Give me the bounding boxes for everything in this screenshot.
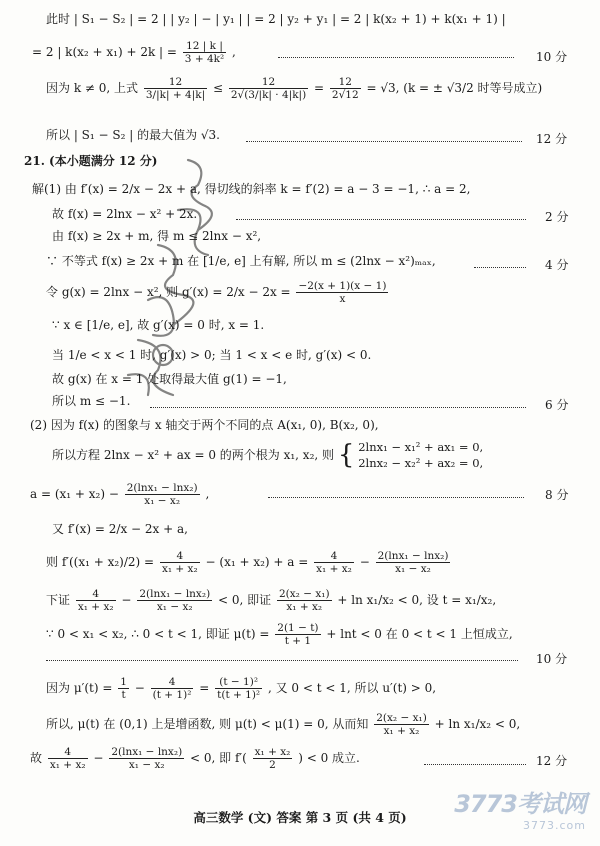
line-18: 又 f′(x) = 2/x − 2x + a, xyxy=(52,522,188,536)
fraction xyxy=(144,76,207,101)
fraction-numerator: 4 xyxy=(151,676,194,689)
fraction-denominator: 3/|k| + 4|k| xyxy=(145,89,206,102)
score-12b: 12 分 xyxy=(536,754,568,768)
score-10: 10 分 xyxy=(536,50,568,64)
fraction-denominator: x₁ + x₂ xyxy=(383,725,420,738)
fraction-numerator: 2(lnx₁ − lnx₂) xyxy=(139,588,211,600)
fraction xyxy=(151,676,194,701)
fraction xyxy=(137,588,212,613)
line-19 xyxy=(46,550,452,575)
score-4: 4 分 xyxy=(545,258,569,272)
equation-row-2: 2lnx₂ − x₂² + ax₂ = 0, xyxy=(358,455,484,470)
minus-sign: − xyxy=(359,555,370,570)
fraction xyxy=(253,746,293,771)
fraction-denominator: 2√(3/|k| · 4|k|) xyxy=(230,89,307,102)
leader-dots xyxy=(474,267,526,268)
score-10b: 10 分 xyxy=(536,652,568,666)
line-23 xyxy=(46,712,520,737)
line-4: 所以 | S₁ − S₂ | 的最大值为 √3. xyxy=(46,128,221,142)
fraction xyxy=(118,676,129,701)
line-9: ∵ 不等式 f(x) ≥ 2x + m 在 [1/e, e] 上有解, 所以 m ≤ (2lnx − x²)ₘₐₓ, xyxy=(46,254,436,268)
leader-dots xyxy=(46,660,518,661)
site-logo xyxy=(454,784,586,832)
fraction-numerator: 2(lnx₁ − lnx₂) xyxy=(377,550,449,562)
fraction-numerator: 4 xyxy=(76,588,116,601)
eq-sign: = xyxy=(199,681,210,696)
line-17-tail: , xyxy=(205,487,210,502)
fraction-numerator: −2(x + 1)(x − 1) xyxy=(298,280,387,292)
fraction-denominator: t + 1 xyxy=(284,635,312,648)
fraction-denominator: t xyxy=(121,689,126,702)
site-logo-text: 3773考试网 xyxy=(454,790,586,818)
fraction-denominator: x₁ + x₂ xyxy=(77,601,114,614)
fraction xyxy=(374,712,429,737)
eq-sign: = xyxy=(314,81,325,96)
line-16-text: 所以方程 2lnx − x² + ax = 0 的两个根为 x₁, x₂, 则 xyxy=(52,448,335,463)
fraction xyxy=(160,550,200,575)
fraction-numerator: 4 xyxy=(314,550,354,563)
line-21-tail: + lnt < 0 在 0 < t < 1 上恒成立, xyxy=(326,627,513,642)
line-24-mid: < 0, 即 f′( xyxy=(190,751,247,766)
leader-dots xyxy=(268,497,524,498)
equation-system xyxy=(358,440,483,471)
fraction-denominator: (t + 1)² xyxy=(152,689,192,702)
score-8: 8 分 xyxy=(545,488,569,502)
minus-sign: − xyxy=(121,593,132,608)
handwritten-watermark-icon xyxy=(118,150,238,410)
fraction-numerator: 12 | k | xyxy=(183,40,226,53)
leader-dots xyxy=(236,219,526,220)
line-8: 由 f(x) ≥ 2x + m, 得 m ≤ 2lnx − x², xyxy=(52,229,262,243)
fraction-denominator: x₁ + x₂ xyxy=(316,563,352,576)
leader-dots xyxy=(246,141,522,142)
line-20-text: 下证 xyxy=(46,593,71,608)
line-6: 解(1) 由 f′(x) = 2/x − 2x + a, 得切线的斜率 k = f′(2) = a − 3 = −1, ∴ a = 2, xyxy=(32,182,471,196)
line-20-tail: + ln x₁/x₂ < 0, 设 t = x₁/x₂, xyxy=(337,593,497,608)
line-19-mid: − (x₁ + x₂) + a = xyxy=(205,555,309,570)
fraction xyxy=(109,746,184,771)
line-7: 故 f(x) = 2lnx − x² + 2x. xyxy=(52,207,198,221)
fraction xyxy=(229,76,308,101)
line-22-tail: , 又 0 < t < 1, 所以 u′(t) > 0, xyxy=(267,681,437,696)
fraction xyxy=(215,676,262,701)
fraction xyxy=(314,550,354,575)
line-23-tail: + ln x₁/x₂ < 0, xyxy=(434,717,521,732)
fraction xyxy=(183,40,226,65)
fraction xyxy=(330,76,361,101)
line-3 xyxy=(46,76,542,101)
fraction xyxy=(277,588,332,613)
line-24 xyxy=(30,746,360,771)
question-heading: 21. (本小题满分 12 分) xyxy=(24,154,158,168)
fraction-numerator: 12 xyxy=(229,76,308,89)
fraction-numerator: 12 xyxy=(330,76,361,89)
fraction-denominator: x₁ + x₂ xyxy=(49,759,86,772)
fraction-numerator: 2(x₂ − x₁) xyxy=(278,588,330,600)
fraction xyxy=(48,746,88,771)
equation-row-1: 2lnx₁ − x₁² + ax₁ = 0, xyxy=(358,440,484,455)
le-sign: ≤ xyxy=(212,81,224,96)
fraction-denominator: t(t + 1)² xyxy=(217,689,261,702)
fraction-denominator: x₁ − x₂ xyxy=(395,563,431,576)
line-2-text: = 2 | k(x₂ + x₁) + 2k | = xyxy=(32,45,177,60)
leader-dots xyxy=(278,57,514,58)
line-21-text: ∵ 0 < x₁ < x₂, ∴ 0 < t < 1, 即证 μ(t) = xyxy=(46,627,270,642)
fraction-numerator: 2(x₂ − x₁) xyxy=(376,712,427,724)
fraction-denominator: 2√12 xyxy=(331,89,359,102)
score-2: 2 分 xyxy=(545,210,569,224)
fraction-denominator: x₁ − x₂ xyxy=(144,495,181,508)
fraction-numerator: x₁ + x₂ xyxy=(254,746,291,758)
line-11: ∵ x ∈ [1/e, e], 故 g′(x) = 0 时, x = 1. xyxy=(52,318,265,332)
line-10-text: 令 g(x) = 2lnx − x², 则 g′(x) = 2/x − 2x = xyxy=(46,285,291,300)
minus-sign: − xyxy=(93,751,104,766)
line-22 xyxy=(46,676,436,701)
line-21 xyxy=(46,622,513,647)
line-16 xyxy=(52,440,483,471)
fraction-numerator: 2(1 − t) xyxy=(277,622,319,634)
leader-dots xyxy=(424,764,526,765)
line-17-text: a = (x₁ + x₂) − xyxy=(30,487,119,502)
fraction-denominator: x₁ − x₂ xyxy=(156,601,193,614)
line-23-text: 所以, μ(t) 在 (0,1) 上是增函数, 则 μ(t) < μ(1) = 0, 从而知 xyxy=(46,717,369,732)
line-3-tail: = √3, (k = ± √3/2 时等号成立) xyxy=(366,81,543,96)
fraction-numerator: (t − 1)² xyxy=(215,676,262,689)
site-logo-url: 3773.com xyxy=(523,819,586,832)
line-19-text: 则 f′((x₁ + x₂)/2) = xyxy=(46,555,155,570)
fraction-denominator: x xyxy=(339,293,346,306)
fraction-denominator: 2 xyxy=(269,759,276,772)
line-1: 此时 | S₁ − S₂ | = 2 | | y₂ | − | y₁ | | = 2 | y₂ + y₁ | = 2 | k(x₂ + 1) + k(x₁ + 1) | xyxy=(46,12,506,26)
line-13: 故 g(x) 在 x = 1 处取得最大值 g(1) = −1, xyxy=(52,372,287,386)
line-24-text: 故 xyxy=(30,751,43,766)
line-2 xyxy=(32,40,236,65)
line-17 xyxy=(30,482,209,507)
line-2-tail: , xyxy=(232,45,236,60)
fraction-numerator: 2(lnx₁ − lnx₂) xyxy=(111,746,183,758)
fraction-numerator: 2(lnx₁ − lnx₂) xyxy=(126,482,198,494)
fraction-denominator: x₁ + x₂ xyxy=(161,563,198,576)
fraction-denominator: x₁ − x₂ xyxy=(128,759,165,772)
line-12: 当 1/e < x < 1 时, g′(x) > 0; 当 1 < x < e 时, g′(x) < 0. xyxy=(52,348,372,362)
line-24-tail: ) < 0 成立. xyxy=(298,751,360,766)
line-20 xyxy=(46,588,496,613)
fraction-numerator: 4 xyxy=(48,746,88,759)
line-15: (2) 因为 f(x) 的图象与 x 轴交于两个不同的点 A(x₁, 0), B(x₂, 0), xyxy=(30,418,379,432)
line-3-text: 因为 k ≠ 0, 上式 xyxy=(46,81,139,96)
fraction-denominator: 3 + 4k² xyxy=(184,53,225,66)
fraction xyxy=(76,588,116,613)
fraction xyxy=(275,622,320,647)
fraction xyxy=(125,482,200,507)
fraction-numerator: 4 xyxy=(160,550,200,563)
line-14: 所以 m ≤ −1. xyxy=(52,394,131,408)
fraction xyxy=(376,550,451,575)
brace-icon: { xyxy=(337,440,355,470)
line-20-mid: < 0, 即证 xyxy=(218,593,272,608)
fraction xyxy=(296,280,388,305)
score-12: 12 分 xyxy=(536,132,568,146)
fraction-numerator: 12 xyxy=(144,76,207,89)
score-6: 6 分 xyxy=(545,398,569,412)
page-footer: 高三数学 (文) 答案 第 3 页 (共 4 页) xyxy=(193,810,407,825)
line-22-text: 因为 μ′(t) = xyxy=(46,681,113,696)
minus-sign: − xyxy=(134,681,145,696)
fraction-numerator: 1 xyxy=(120,676,127,688)
fraction-denominator: x₁ + x₂ xyxy=(286,601,323,614)
